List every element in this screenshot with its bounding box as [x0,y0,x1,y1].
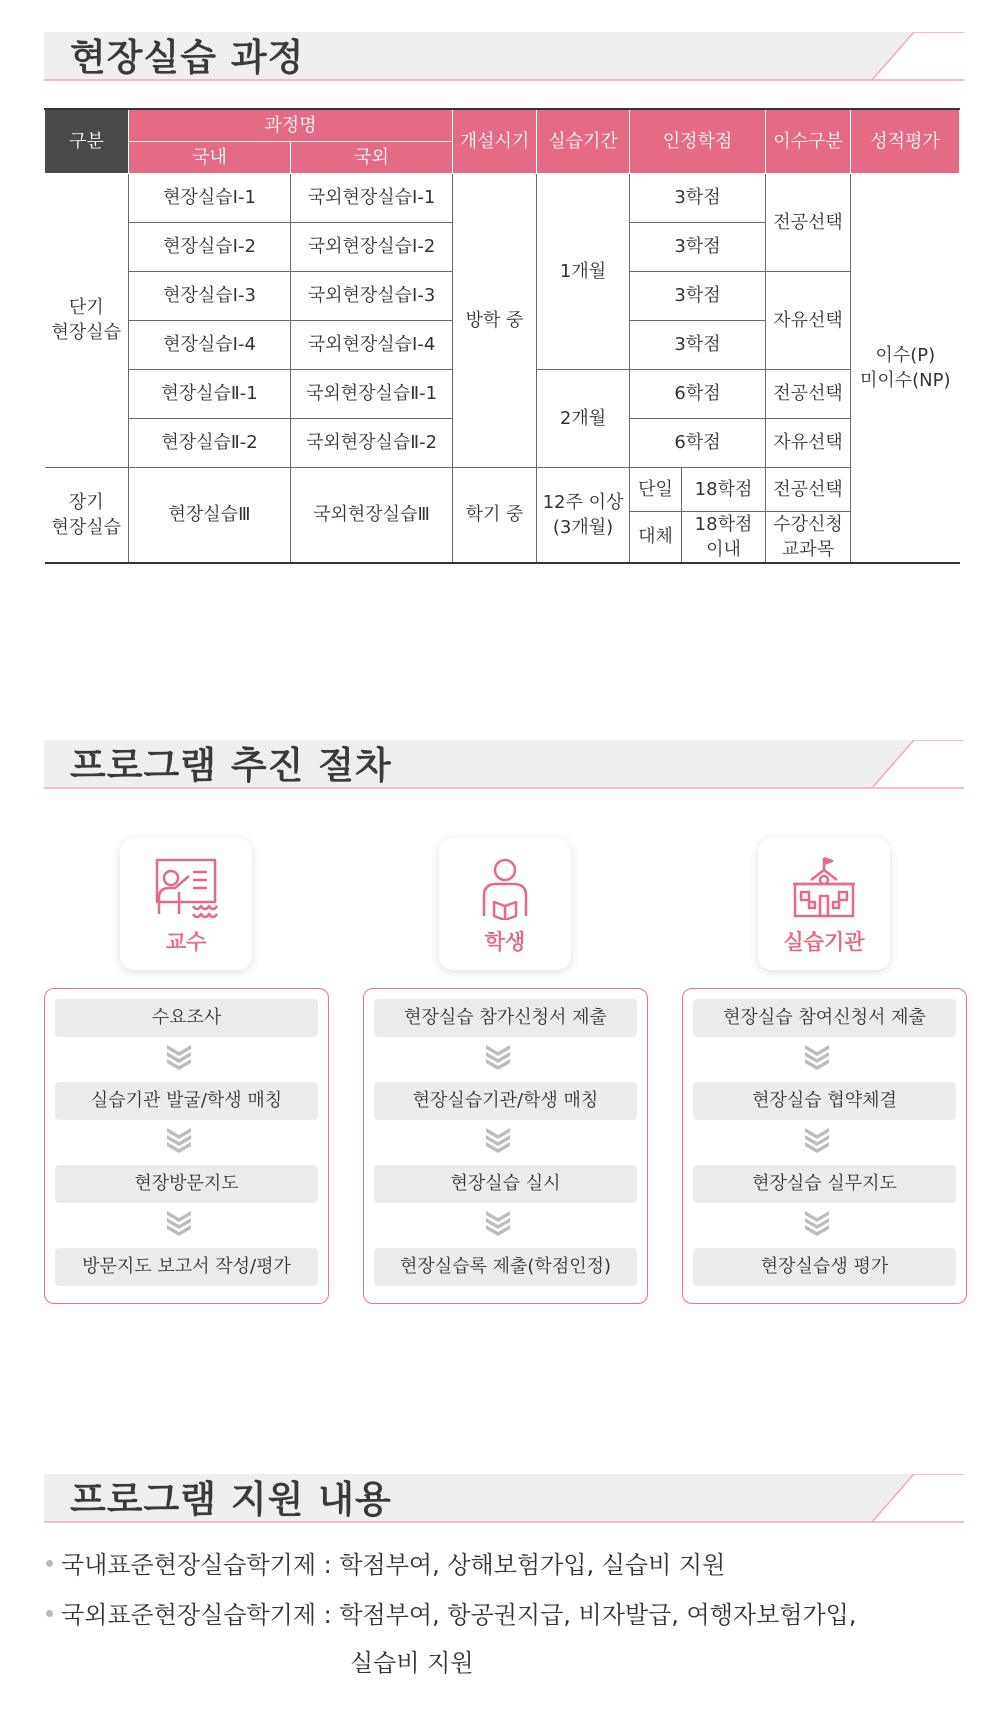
long-domestic: 현장실습Ⅲ [129,467,291,563]
chevron-down-icon [805,1045,829,1071]
table-cell-credit: 3학점 [630,222,766,271]
chevron-down-icon [486,1128,510,1154]
student-icon [472,856,538,920]
card-professor [120,838,252,970]
chevron-down-icon [167,1045,191,1071]
process-box-student [363,988,648,1304]
process-step: 현장실습생 평가 [693,1248,956,1286]
process-step: 현장실습기관/학생 매칭 [374,1082,637,1120]
short-open-time: 방학 중 [453,173,537,467]
process-step: 현장실습 참가신청서 제출 [374,999,637,1037]
completion-major: 전공선택 [766,173,851,271]
table-cell-credit: 3학점 [630,320,766,369]
short-term-label: 단기 현장실습 [45,173,129,467]
process-step: 현장실습 협약체결 [693,1082,956,1120]
header-category: 구분 [45,109,129,173]
table-cell-credit: 6학점 [630,418,766,467]
bullet-icon [46,1560,53,1567]
table-cell-domestic: 현장실습Ⅰ-4 [129,320,291,369]
chevron-down-icon [486,1211,510,1237]
table-cell-credit: 6학점 [630,369,766,418]
long-period: 12주 이상 (3개월) [537,467,630,563]
process-box-professor [44,988,329,1304]
header-grading: 성적평가 [851,109,960,173]
long-single-credit: 18학점 [682,467,766,511]
table-cell-domestic: 현장실습Ⅱ-2 [129,418,291,467]
section-title-course [44,32,964,84]
process-step: 현장실습 참여신청서 제출 [693,999,956,1037]
card-institution [758,838,890,970]
chevron-down-icon [167,1128,191,1154]
table-cell-credit: 3학점 [630,271,766,320]
long-single-completion: 전공선택 [766,467,851,511]
header-credit: 인정학점 [630,109,766,173]
completion-major-2: 전공선택 [766,369,851,418]
table-cell-overseas: 국외현장실습Ⅰ-4 [291,320,453,369]
school-building-icon [791,856,857,920]
section-title-text: 프로그램 지원 내용 [70,1478,392,1521]
chevron-down-icon [486,1045,510,1071]
table-cell-domestic: 현장실습Ⅱ-1 [129,369,291,418]
long-single: 단일 [630,467,682,511]
support-text: 국외표준현장실습학기제 : 학점부여, 항공권지급, 비자발급, 여행자보험가입, [61,1601,857,1629]
long-replace-credit: 18학점 이내 [682,511,766,563]
process-step: 실습기관 발굴/학생 매칭 [55,1082,318,1120]
table-cell-overseas: 국외현장실습Ⅰ-2 [291,222,453,271]
card-student-label: 학생 [484,930,526,954]
chevron-down-icon [805,1128,829,1154]
process-step: 현장실습록 제출(학점인정) [374,1248,637,1286]
period-two-month: 2개월 [537,369,630,467]
section-title-text: 프로그램 추진 절차 [70,744,392,787]
completion-free: 자유선택 [766,271,851,369]
process-step: 수요조사 [55,999,318,1037]
process-step: 방문지도 보고서 작성/평가 [55,1248,318,1286]
table-cell-overseas: 국외현장실습Ⅰ-1 [291,173,453,222]
support-text: 국내표준현장실습학기제 : 학점부여, 상해보험가입, 실습비 지원 [61,1551,726,1579]
bullet-icon [46,1610,53,1617]
completion-free-2: 자유선택 [766,418,851,467]
table-cell-overseas: 국외현장실습Ⅱ-2 [291,418,453,467]
process-step: 현장실습 실무지도 [693,1165,956,1203]
table-cell-domestic: 현장실습Ⅰ-1 [129,173,291,222]
card-institution-label: 실습기관 [783,930,865,954]
support-item-overseas-cont: 실습비 지원 [350,1649,474,1677]
support-item-domestic [46,1548,725,1582]
grading-cell: 이수(P) 미이수(NP) [851,173,960,563]
table-cell-overseas: 국외현장실습Ⅰ-3 [291,271,453,320]
header-overseas: 국외 [291,141,453,173]
header-open-time: 개설시기 [453,109,537,173]
long-replace-completion: 수강신청 교과목 [766,511,851,563]
process-step: 현장실습 실시 [374,1165,637,1203]
long-term-label: 장기 현장실습 [45,467,129,563]
table-cell-overseas: 국외현장실습Ⅱ-1 [291,369,453,418]
header-completion: 이수구분 [766,109,851,173]
long-open-time: 학기 중 [453,467,537,563]
process-step: 현장방문지도 [55,1165,318,1203]
header-domestic: 국내 [129,141,291,173]
table-cell-credit: 3학점 [630,173,766,222]
support-item-overseas [46,1598,856,1632]
long-overseas: 국외현장실습Ⅲ [291,467,453,563]
course-table [44,108,960,564]
header-period: 실습기간 [537,109,630,173]
professor-icon [153,856,219,920]
section-title-support [44,1474,964,1526]
chevron-down-icon [167,1211,191,1237]
long-replace: 대체 [630,511,682,563]
period-one-month: 1개월 [537,173,630,369]
section-title-text: 현장실습 과정 [70,36,305,79]
table-cell-domestic: 현장실습Ⅰ-2 [129,222,291,271]
process-box-institution [682,988,967,1304]
header-course-name: 과정명 [129,109,453,141]
card-student [439,838,571,970]
chevron-down-icon [805,1211,829,1237]
table-cell-domestic: 현장실습Ⅰ-3 [129,271,291,320]
card-professor-label: 교수 [165,930,207,954]
section-title-process [44,740,964,792]
